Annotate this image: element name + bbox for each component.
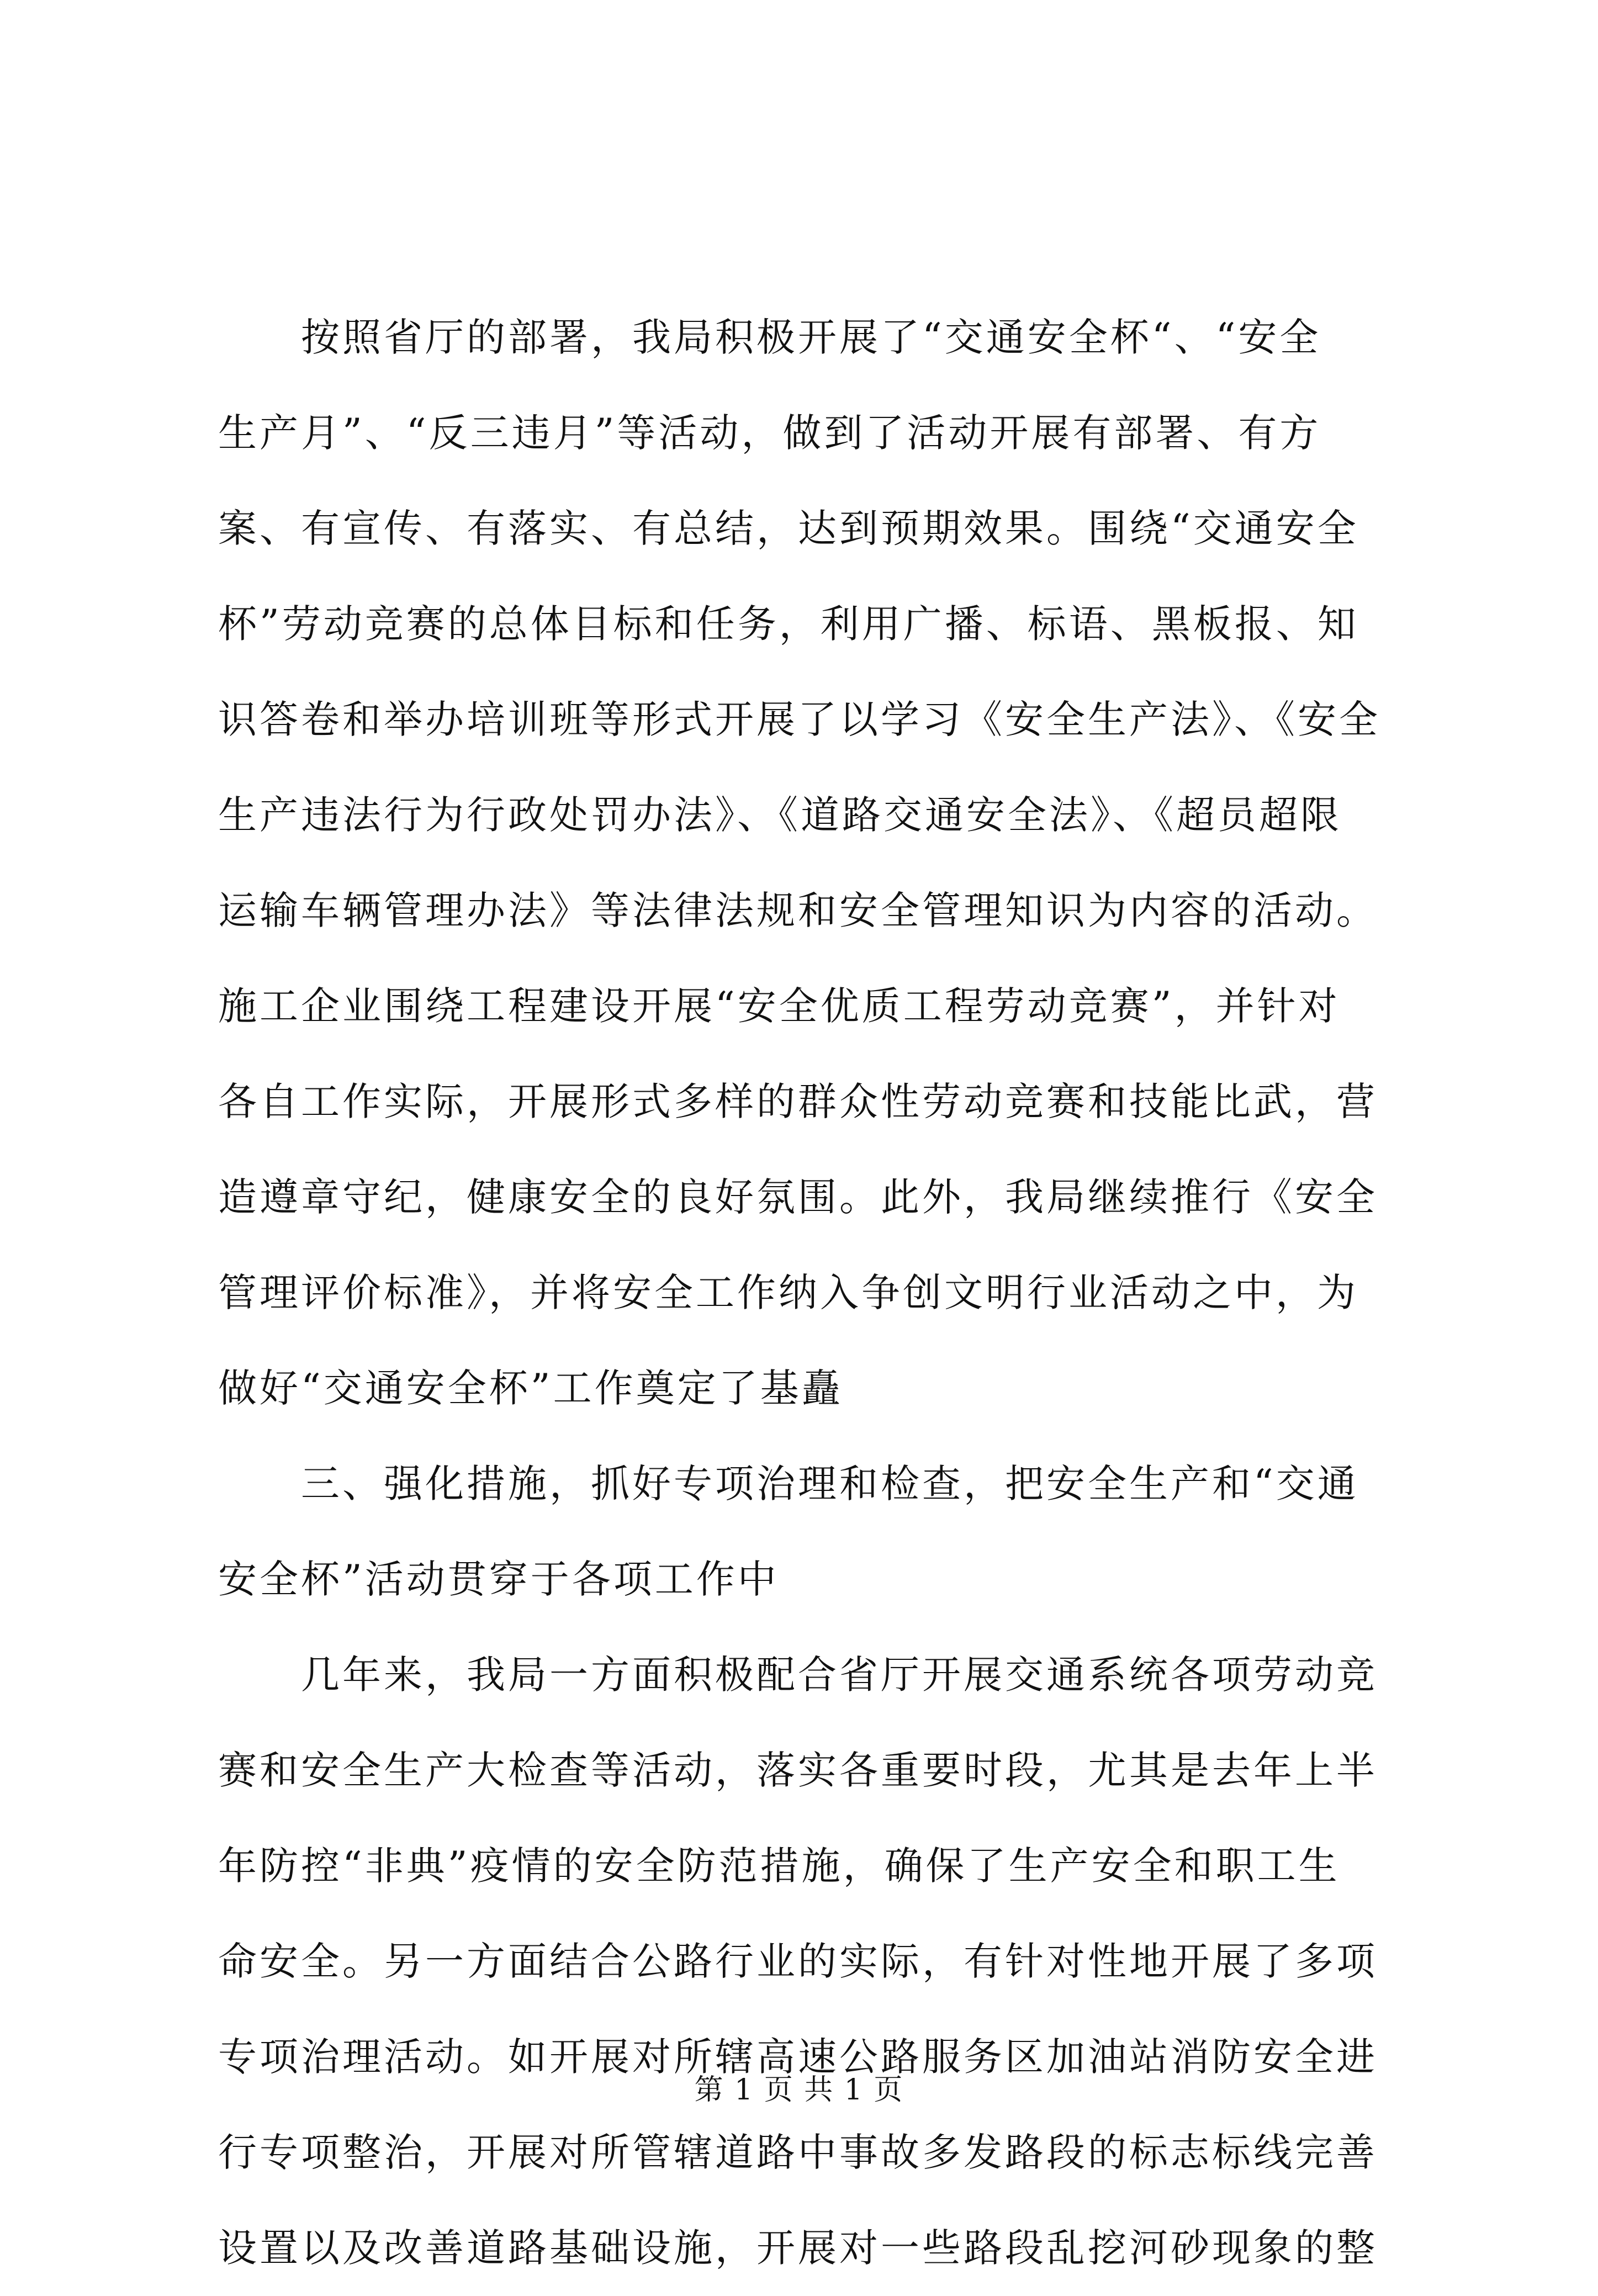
section-heading-line-2: 安全杯”活动贯穿于各项工作中 (218, 1557, 779, 1602)
text-line-2: 生产月”、“反三违月”等活动，做到了活动开展有部署、有方 (218, 410, 1321, 456)
text-line-8: 施工企业围绕工程建设开展“安全优质工程劳动竞赛”，并针对 (218, 983, 1340, 1029)
text-line-18: 命安全。另一方面结合公路行业的实际，有针对性地开展了多项 (218, 1939, 1378, 1984)
text-line-19: 专项治理活动。如开展对所辖高速公路服务区加油站消防安全进 (218, 2034, 1378, 2080)
text-line-17: 年防控“非典”疫情的安全防范措施，确保了生产安全和职工生 (218, 1843, 1340, 1888)
text-line-3: 案、有宣传、有落实、有总结，达到预期效果。围绕“交通安全 (218, 506, 1359, 551)
text-line-6: 生产违法行为行政处罚办法》、《道路交通安全法》、《超员超限 (218, 792, 1342, 838)
text-line-7: 运输车辆管理办法》等法律法规和安全管理知识为内容的活动。 (218, 888, 1378, 933)
text-line-4: 杯”劳动竞赛的总体目标和任务，利用广播、标语、黑板报、知 (218, 601, 1359, 647)
text-line-10: 造遵章守纪，健康安全的良好氛围。此外，我局继续推行《安全 (218, 1175, 1378, 1220)
text-line-16: 赛和安全生产大检查等活动，落实各重要时段，尤其是去年上半 (218, 1748, 1378, 1793)
text-line-9: 各自工作实际，开展形式多样的群众性劳动竞赛和技能比武，营 (218, 1079, 1378, 1124)
text-line-21: 设置以及改善道路基础设施，开展对一些路段乱挖河砂现象的整 (218, 2225, 1378, 2271)
text-line-12: 做好“交通安全杯”工作奠定了基矗 (218, 1366, 843, 1411)
document-body (218, 290, 1405, 2296)
page-footer: 第 1 页 共 1 页 (694, 2073, 904, 2107)
text-line-20: 行专项整治，开展对所管辖道路中事故多发路段的标志标线完善 (218, 2130, 1378, 2175)
text-line-5: 识答卷和举办培训班等形式开展了以学习《安全生产法》、《安全 (218, 697, 1380, 742)
text-line-11: 管理评价标准》，并将安全工作纳入争创文明行业活动之中，为 (218, 1270, 1358, 1315)
text-line-15: 几年来，我局一方面积极配合省厅开展交通系统各项劳动竞 (218, 1652, 1378, 1697)
section-heading-line-1: 三、强化措施，抓好专项治理和检查，把安全生产和“交通 (218, 1461, 1359, 1506)
text-line-1: 按照省厅的部署，我局积极开展了“交通安全杯“、“安全 (218, 315, 1321, 360)
